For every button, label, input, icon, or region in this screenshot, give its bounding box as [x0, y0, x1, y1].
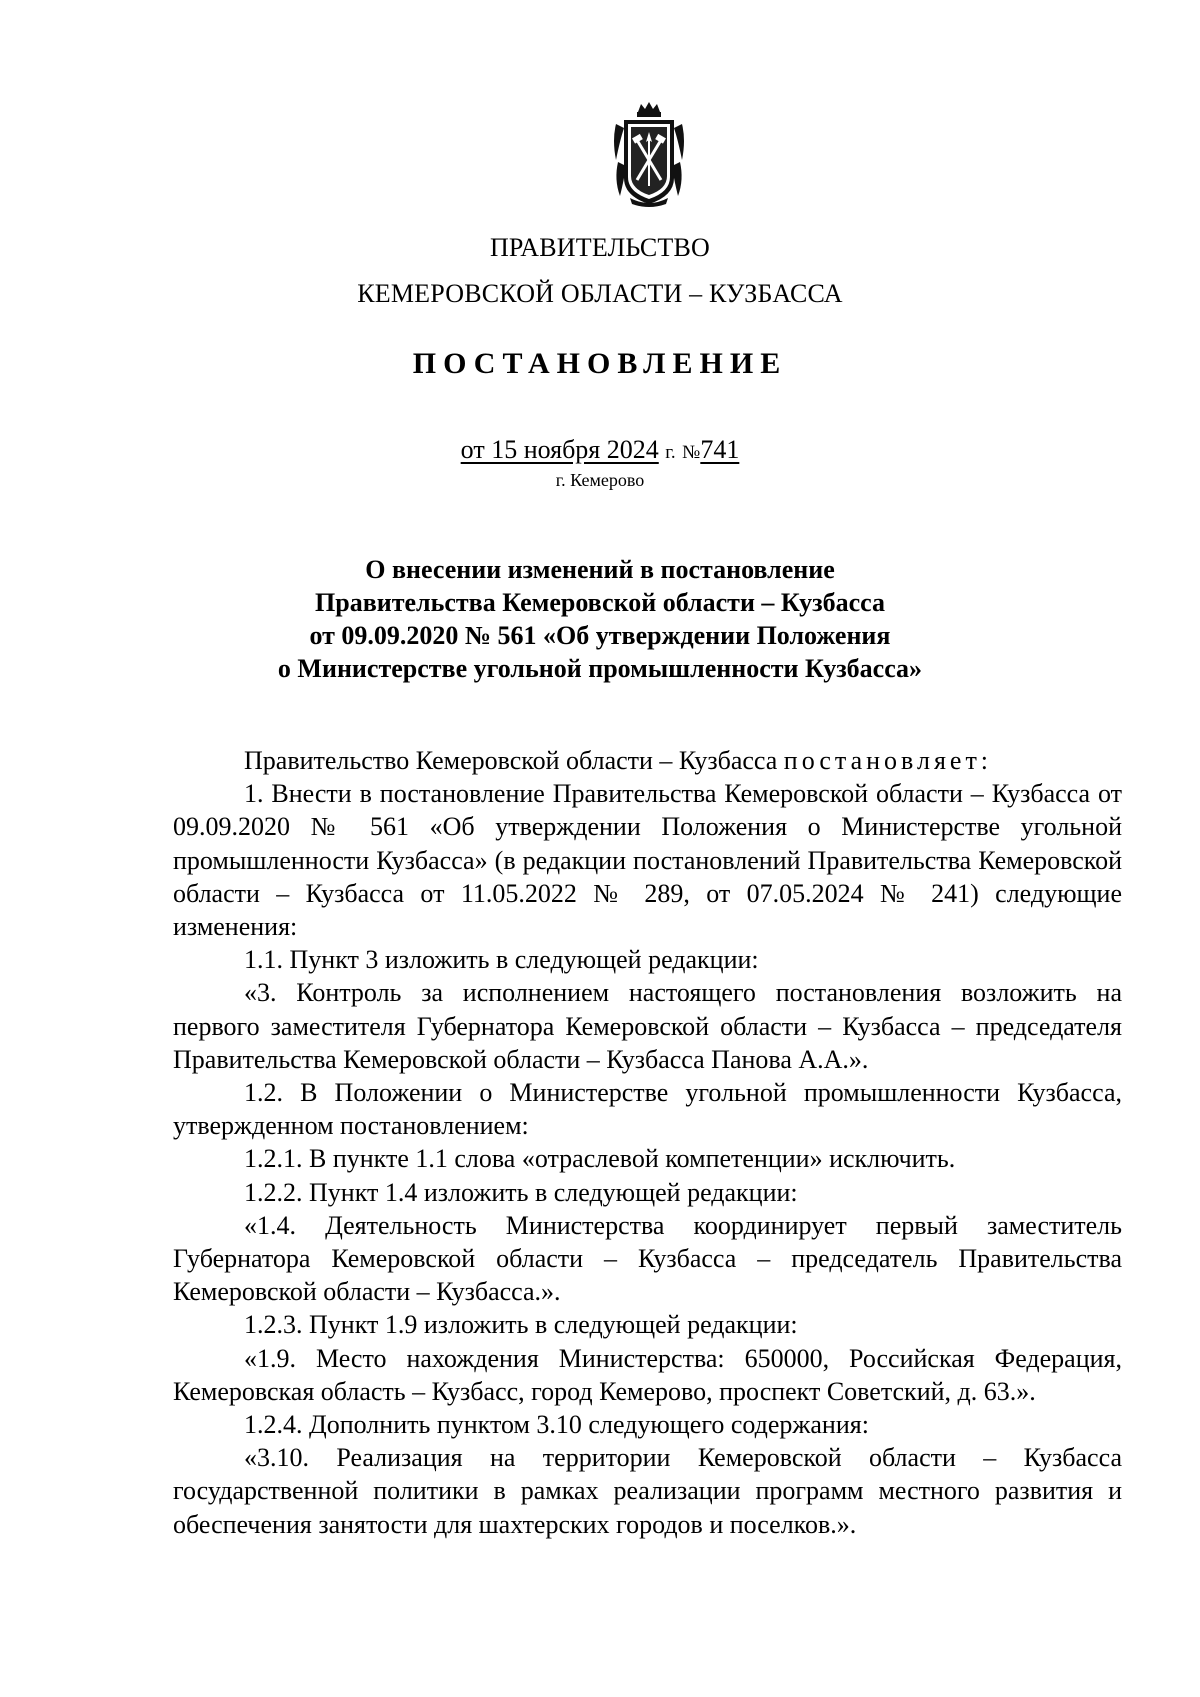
registration-line: [0, 435, 1200, 465]
title-line: от 09.09.2020 № 561 «Об утверждении Положения: [309, 621, 891, 650]
body-paragraph: «1.9. Место нахождения Министерства: 650000, Российская Федерация, Кемеровская область – Кузбасс, город Кемерово, проспект Советский, д. 63.».: [173, 1343, 1122, 1406]
preamble-verb: постановляет:: [783, 746, 993, 775]
title-line: О внесении изменений в постановление: [365, 555, 835, 584]
document-title: [0, 553, 1200, 685]
title-line: о Министерстве угольной промышленности Кузбасса»: [277, 654, 923, 683]
document-body: [173, 744, 1122, 1541]
body-paragraph: 1.2. В Положении о Министерстве угольной промышленности Кузбасса, утвержденном постановлением:: [173, 1078, 1122, 1141]
document-type-heading: ПОСТАНОВЛЕНИЕ: [412, 347, 788, 380]
document-number: 741: [700, 435, 740, 464]
body-paragraph: 1.2.2. Пункт 1.4 изложить в следующей редакции:: [244, 1177, 798, 1207]
title-line: Правительства Кемеровской области – Кузбасса: [315, 588, 885, 617]
body-paragraph: «3. Контроль за исполнением настоящего постановления возложить на первого заместителя Губернатора Кемеровской области – Кузбасса – председателя Правительства Кемеровской области – Кузбасса Панова А.А.».: [173, 978, 1122, 1074]
body-paragraph: «1.4. Деятельность Министерства координирует первый заместитель Губернатора Кемеровской области – Кузбасса – председатель Правительства Кемеровской области – Кузбасса.».: [173, 1210, 1122, 1307]
year-suffix: г.: [665, 442, 676, 463]
issuing-city: г. Кемерово: [555, 470, 645, 490]
organization-name-line1: ПРАВИТЕЛЬСТВО: [489, 233, 711, 262]
body-paragraph: 1.2.1. В пункте 1.1 слова «отраслевой компетенции» исключить.: [244, 1144, 956, 1174]
coat-of-arms-icon: [610, 100, 688, 208]
body-paragraph: 1.1. Пункт 3 изложить в следующей редакции:: [244, 945, 759, 975]
document-date: от 15 ноября 2024: [460, 435, 659, 464]
body-paragraph: 1. Внести в постановление Правительства Кемеровской области – Кузбасса от 09.09.2020 № 561 «Об утверждении Положения о Министерстве угольной промышленности Кузбасса» (в редакции постановлений Правительства Кемеровской области – Кузбасса от 11.05.2022 № 289, от 07.05.2024 № 241) следующие изменения:: [173, 779, 1122, 942]
number-sign: №: [682, 442, 701, 463]
organization-name-line2: КЕМЕРОВСКОЙ ОБЛАСТИ – КУЗБАССА: [357, 279, 843, 308]
preamble-text: Правительство Кемеровской области – Кузбасса: [244, 746, 778, 775]
body-paragraph: 1.2.4. Дополнить пунктом 3.10 следующего содержания:: [244, 1410, 869, 1440]
preamble-paragraph: [173, 744, 1122, 777]
body-paragraph: «3.10. Реализация на территории Кемеровской области – Кузбасса государственной политики в рамках реализации программ местного развития и обеспечения занятости для шахтерских городов и поселков.».: [173, 1443, 1122, 1539]
body-paragraph: 1.2.3. Пункт 1.9 изложить в следующей редакции:: [244, 1310, 798, 1340]
